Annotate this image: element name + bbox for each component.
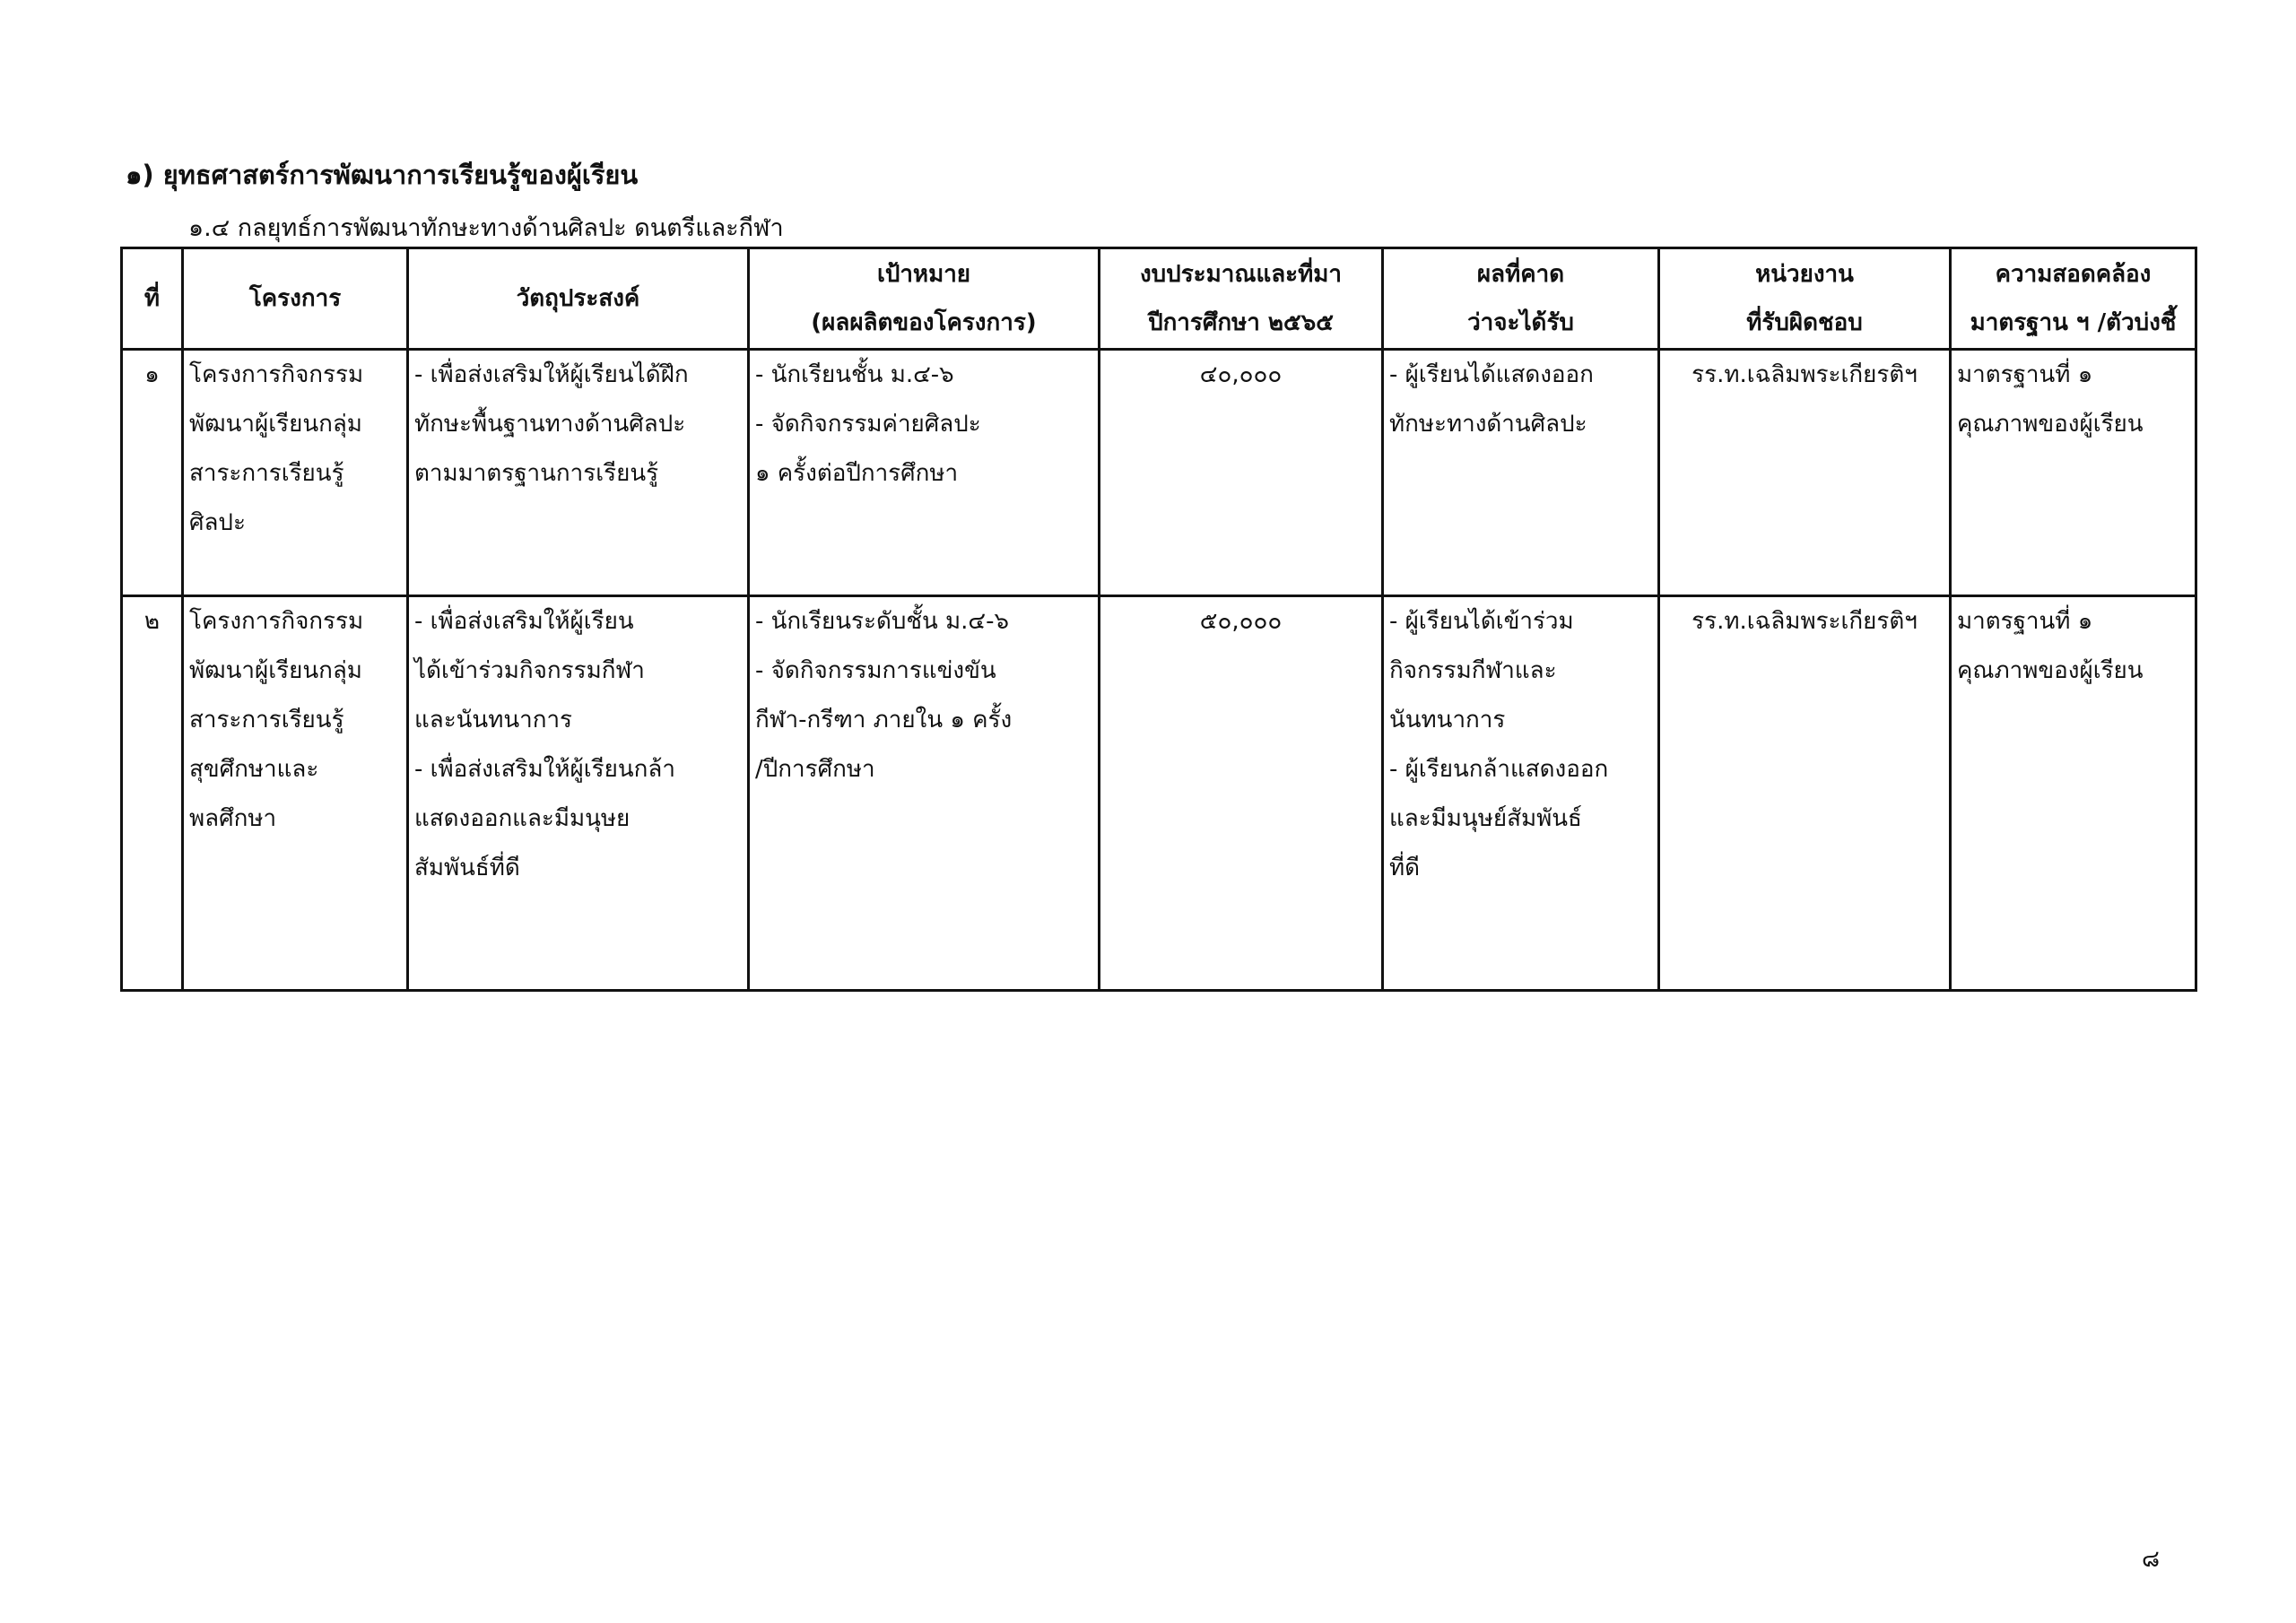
cell-objective: - เพื่อส่งเสริมให้ผู้เรียนได้ฝึก ทักษะพื้นฐานทางด้านศิลปะ ตามมาตรฐานการเรียนรู้ [408,350,749,596]
strategy-subheading: ๑.๔ กลยุทธ์การพัฒนาทักษะทางด้านศิลปะ ดนตรีและกีฬา [188,214,784,242]
section-heading: ๑) ยุทธศาสตร์การพัฒนาการเรียนรู้ของผู้เรียน [126,160,639,190]
cell-no: ๒ [122,596,183,991]
cell-responsible-unit: รร.ท.เฉลิมพระเกียรติฯ [1659,596,1951,991]
cell-project: โครงการกิจกรรม พัฒนาผู้เรียนกลุ่ม สาระการเรียนรู้ สุขศึกษาและ พลศึกษา [183,596,408,991]
header-objective: วัตถุประสงค์ [408,248,749,350]
cell-no: ๑ [122,350,183,596]
page-number: ๘ [2142,1546,2161,1573]
cell-budget: ๔๐,๐๐๐ [1100,350,1383,596]
header-project: โครงการ [183,248,408,350]
header-target: เป้าหมาย (ผลผลิตของโครงการ) [749,248,1100,350]
cell-expected-result: - ผู้เรียนได้แสดงออก ทักษะทางด้านศิลปะ [1383,350,1659,596]
header-responsible-unit: หน่วยงาน ที่รับผิดชอบ [1659,248,1951,350]
cell-project: โครงการกิจกรรม พัฒนาผู้เรียนกลุ่ม สาระการเรียนรู้ ศิลปะ [183,350,408,596]
project-plan-table [120,247,2197,992]
header-no: ที่ [122,248,183,350]
cell-alignment: มาตรฐานที่ ๑ คุณภาพของผู้เรียน [1951,596,2196,991]
cell-alignment: มาตรฐานที่ ๑ คุณภาพของผู้เรียน [1951,350,2196,596]
table-header-row [122,248,2196,350]
cell-expected-result: - ผู้เรียนได้เข้าร่วม กิจกรรมกีฬาและ นันทนาการ - ผู้เรียนกล้าแสดงออก และมีมนุษย์สัมพันธ์ ที่ดี [1383,596,1659,991]
header-expected-result: ผลที่คาด ว่าจะได้รับ [1383,248,1659,350]
cell-target: - นักเรียนชั้น ม.๔-๖ - จัดกิจกรรมค่ายศิลปะ ๑ ครั้งต่อปีการศึกษา [749,350,1100,596]
cell-objective: - เพื่อส่งเสริมให้ผู้เรียน ได้เข้าร่วมกิจกรรมกีฬา และนันทนาการ - เพื่อส่งเสริมให้ผู้เรียนกล้า แสดงออกและมีมนุษย สัมพันธ์ที่ดี [408,596,749,991]
table-row [122,350,2196,596]
table-row [122,596,2196,991]
header-budget: งบประมาณและที่มา ปีการศึกษา ๒๕๖๕ [1100,248,1383,350]
header-alignment: ความสอดคล้อง มาตรฐาน ฯ /ตัวบ่งชี้ [1951,248,2196,350]
cell-budget: ๕๐,๐๐๐ [1100,596,1383,991]
cell-target: - นักเรียนระดับชั้น ม.๔-๖ - จัดกิจกรรมการแข่งขัน กีฬา-กรีฑา ภายใน ๑ ครั้ง /ปีการศึกษา [749,596,1100,991]
cell-responsible-unit: รร.ท.เฉลิมพระเกียรติฯ [1659,350,1951,596]
